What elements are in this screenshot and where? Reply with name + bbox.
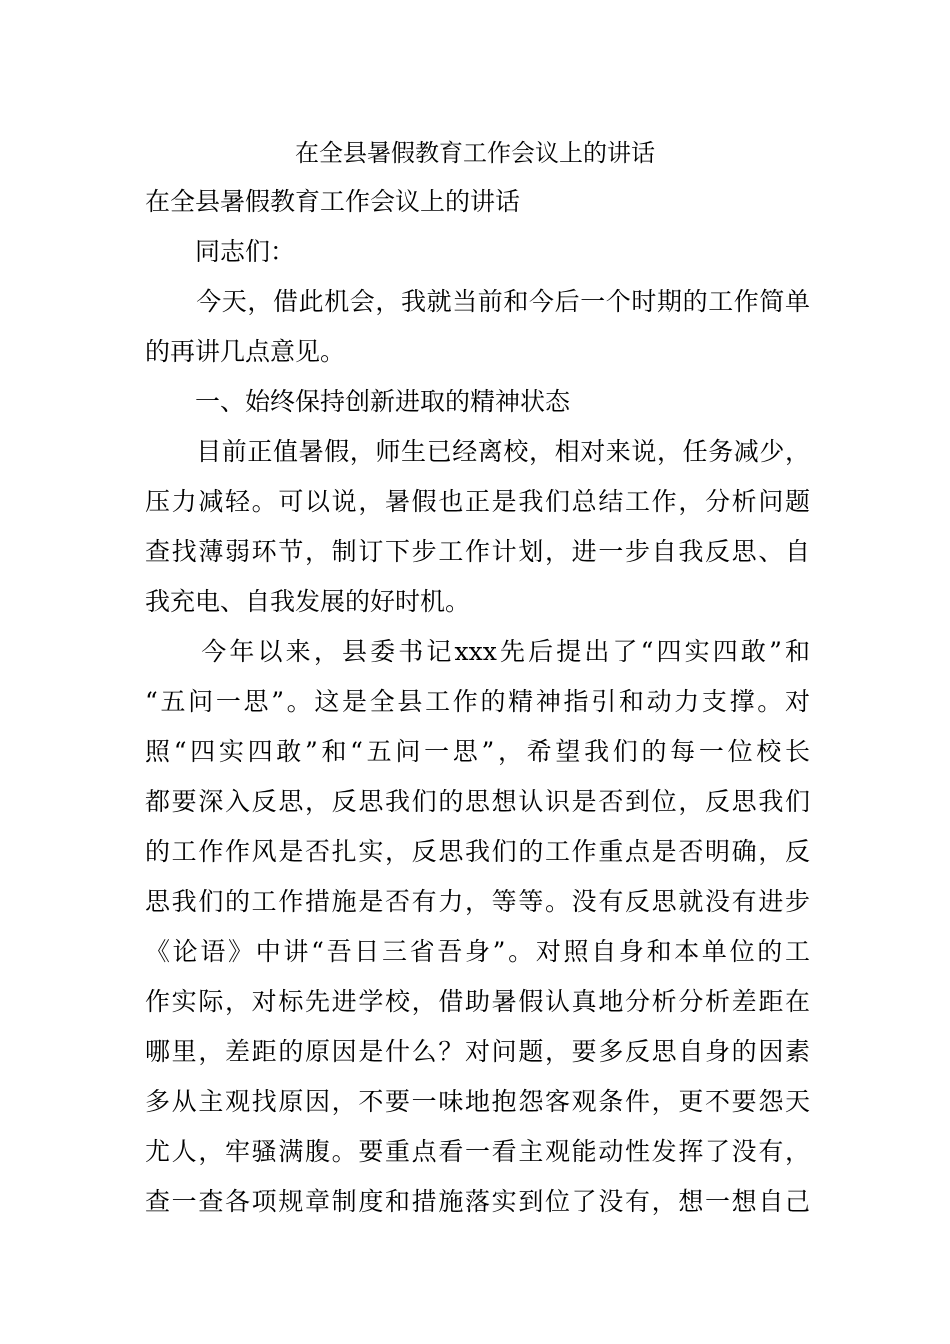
text-line: 我充电、自我发展的好时机。: [145, 587, 471, 616]
text-line: 照“四实四敢”和“五问一思”，希望我们的每一位校长: [145, 737, 810, 766]
text-line: 在全县暑假教育工作会议上的讲话: [145, 187, 521, 216]
text-line: 压力减轻。可以说，暑假也正是我们总结工作，分析问题: [145, 487, 810, 516]
text-line: 的工作作风是否扎实，反思我们的工作重点是否明确，反: [145, 837, 810, 866]
text-line: 查一查各项规章制度和措施落实到位了没有，想一想自己: [145, 1187, 810, 1216]
text-line: 多从主观找原因，不要一味地抱怨客观条件，更不要怨天: [145, 1087, 810, 1116]
text-line: 同志们：: [145, 237, 296, 266]
text-line: 哪里，差距的原因是什么？对问题，要多反思自身的因素: [145, 1037, 810, 1066]
text-line: 目前正值暑假，师生已经离校，相对来说，任务减少，: [145, 437, 810, 466]
document-title: 在全县暑假教育工作会议上的讲话: [295, 139, 655, 167]
text-line: 都要深入反思，反思我们的思想认识是否到位，反思我们: [145, 787, 810, 816]
text-line: 《论语》中讲“吾日三省吾身”。对照自身和本单位的工: [145, 937, 810, 966]
text-line: 今年以来，县委书记xxx先后提出了“四实四敢”和: [145, 637, 810, 666]
section-heading: 一、始终保持创新进取的精神状态: [145, 387, 571, 416]
text-line: 尤人，牢骚满腹。要重点看一看主观能动性发挥了没有，: [145, 1137, 810, 1166]
text-line: “五问一思”。这是全县工作的精神指引和动力支撑。对: [145, 687, 810, 716]
text-line: 思我们的工作措施是否有力，等等。没有反思就没有进步: [145, 887, 810, 916]
text-line: 查找薄弱环节，制订下步工作计划，进一步自我反思、自: [145, 537, 810, 566]
text-line: 今天，借此机会，我就当前和今后一个时期的工作简单: [145, 287, 810, 316]
text-line: 的再讲几点意见。: [145, 337, 346, 366]
text-line: 作实际，对标先进学校，借助暑假认真地分析分析差距在: [145, 987, 810, 1016]
